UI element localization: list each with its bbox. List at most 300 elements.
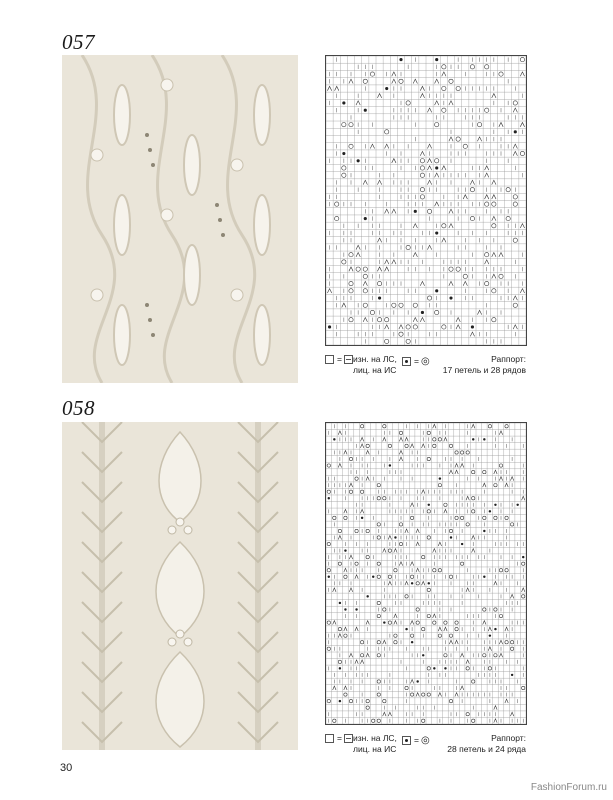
- legend-line-1: изн. на ЛС,: [353, 733, 397, 743]
- yarn-over-mark: [513, 238, 517, 242]
- yarn-over-mark: [355, 529, 358, 532]
- decrease-mark: [410, 444, 413, 448]
- yarn-over-mark: [505, 425, 508, 428]
- decrease-mark: [422, 581, 425, 585]
- yarn-over-mark: [356, 267, 360, 271]
- bobble-mark: [333, 438, 335, 440]
- yarn-over-mark: [349, 318, 353, 322]
- yarn-over-mark: [470, 65, 474, 69]
- decrease-mark: [416, 693, 419, 697]
- yarn-over-mark: [335, 216, 339, 220]
- yarn-over-mark: [366, 706, 369, 709]
- decrease-mark: [355, 575, 358, 579]
- decrease-mark: [420, 318, 424, 322]
- yarn-over-mark: [406, 101, 410, 105]
- decrease-mark: [513, 144, 517, 148]
- decrease-mark: [449, 209, 453, 213]
- bobble-mark: [364, 217, 367, 220]
- yarn-over-mark: [349, 457, 352, 460]
- decrease-mark: [344, 568, 347, 572]
- decrease-mark: [413, 224, 417, 228]
- decrease-mark: [472, 549, 475, 553]
- yarn-over-mark: [420, 166, 424, 170]
- bobble-mark: [383, 621, 385, 623]
- bobble-mark: [471, 325, 474, 328]
- yarn-over-mark: [466, 451, 469, 454]
- yarn-over-mark: [455, 621, 458, 624]
- yarn-over-mark: [472, 470, 475, 473]
- decrease-mark: [522, 496, 525, 500]
- bobble-mark: [411, 641, 413, 643]
- decrease-mark: [366, 653, 369, 657]
- decrease-mark: [485, 195, 489, 199]
- decrease-mark: [420, 94, 424, 98]
- yarn-over-mark: [506, 188, 510, 192]
- decrease-mark: [356, 245, 360, 249]
- yarn-over-mark: [492, 318, 496, 322]
- bobble-mark: [435, 58, 438, 61]
- decrease-mark: [333, 588, 336, 592]
- decrease-mark: [394, 621, 397, 625]
- yarn-over-mark: [338, 660, 341, 663]
- decrease-mark: [494, 581, 497, 585]
- yarn-over-mark: [370, 72, 374, 76]
- yarn-over-mark: [466, 523, 469, 526]
- yarn-over-mark: [505, 516, 508, 519]
- decrease-mark: [355, 660, 358, 664]
- yarn-over-mark: [420, 159, 424, 163]
- bobble-mark: [516, 504, 518, 506]
- yarn-over-mark: [488, 667, 491, 670]
- knitting-photo: [62, 55, 298, 383]
- decrease-mark: [456, 318, 460, 322]
- yarn-over-mark: [427, 510, 430, 513]
- page-number: 30: [60, 762, 73, 774]
- decrease-mark: [492, 274, 496, 278]
- yarn-over-mark: [477, 122, 481, 126]
- yarn-over-mark: [466, 713, 469, 716]
- decrease-mark: [338, 634, 341, 638]
- decrease-mark: [349, 267, 353, 271]
- yarn-over-mark: [377, 483, 380, 486]
- bobble-mark: [422, 654, 424, 656]
- yarn-over-mark: [449, 575, 452, 578]
- pattern-number: 057: [62, 30, 95, 54]
- yarn-over-mark: [349, 490, 352, 493]
- yarn-over-mark: [394, 634, 397, 637]
- decrease-mark: [520, 224, 524, 228]
- yarn-over-mark: [449, 79, 453, 83]
- decrease-mark: [413, 79, 417, 83]
- yarn-over-mark: [377, 318, 381, 322]
- decrease-mark: [327, 86, 331, 90]
- yarn-over-mark: [422, 627, 425, 630]
- yarn-over-mark: [455, 516, 458, 519]
- decrease-mark: [438, 693, 441, 697]
- yarn-over-mark: [433, 569, 436, 572]
- yarn-over-mark: [510, 523, 513, 526]
- decrease-mark: [363, 180, 367, 184]
- decrease-mark: [366, 477, 369, 481]
- yarn-over-mark: [377, 497, 380, 500]
- decrease-mark: [383, 437, 386, 441]
- decrease-mark: [455, 693, 458, 697]
- decrease-mark: [410, 680, 413, 684]
- chart-legend: [325, 733, 540, 754]
- yarn-over-mark: [383, 699, 386, 702]
- yarn-over-mark: [455, 451, 458, 454]
- bobble-mark: [361, 517, 363, 519]
- decrease-mark: [394, 614, 397, 618]
- yarn-over-mark: [499, 614, 502, 617]
- yarn-over-mark: [338, 529, 341, 532]
- decrease-mark: [427, 144, 431, 148]
- yarn-over-mark: [470, 216, 474, 220]
- decrease-mark: [510, 477, 513, 481]
- decrease-mark: [455, 470, 458, 474]
- decrease-mark: [405, 581, 408, 585]
- decrease-mark: [477, 310, 481, 314]
- decrease-mark: [338, 431, 341, 435]
- decrease-mark: [492, 253, 496, 257]
- yarn-over-mark: [433, 444, 436, 447]
- yarn-over-mark: [363, 289, 367, 293]
- yarn-over-mark: [422, 555, 425, 558]
- decrease-mark: [510, 594, 513, 598]
- decrease-mark: [449, 224, 453, 228]
- yarn-over-mark: [399, 79, 403, 83]
- yarn-over-mark: [327, 647, 330, 650]
- yarn-over-mark: [449, 634, 452, 637]
- rapport-info: [443, 354, 526, 376]
- decrease-mark: [505, 483, 508, 487]
- yarn-over-mark: [388, 549, 391, 552]
- decrease-mark: [513, 151, 517, 155]
- rapport-title: Раппорт:: [491, 733, 526, 743]
- yarn-over-mark: [377, 693, 380, 696]
- yarn-over-mark: [506, 216, 510, 220]
- yarn-over-mark: [355, 477, 358, 480]
- yarn-over-mark: [333, 516, 336, 519]
- decrease-mark: [442, 238, 446, 242]
- rapport-value: 17 петель и 28 рядов: [442, 365, 526, 375]
- decrease-mark: [492, 195, 496, 199]
- decrease-mark: [363, 318, 367, 322]
- decrease-mark: [435, 202, 439, 206]
- yarn-over-mark: [520, 57, 524, 61]
- legend-line-2: лиц. на ИС: [353, 365, 397, 375]
- bobble-mark: [339, 602, 341, 604]
- yarn-over-mark: [399, 523, 402, 526]
- rapport-title: Раппорт:: [491, 354, 526, 364]
- yarn-over-mark: [388, 575, 391, 578]
- decrease-mark: [433, 549, 436, 553]
- yarn-over-mark: [455, 627, 458, 630]
- yarn-over-mark: [460, 516, 463, 519]
- yarn-over-mark: [405, 595, 408, 598]
- yarn-over-mark: [338, 562, 341, 565]
- yarn-over-mark: [406, 339, 410, 343]
- legend-line-2: лиц. на ИС: [353, 744, 397, 754]
- yarn-over-mark: [349, 699, 352, 702]
- yarn-over-mark: [466, 667, 469, 670]
- bobble-mark: [483, 576, 485, 578]
- decrease-mark: [349, 653, 352, 657]
- decrease-mark: [435, 79, 439, 83]
- yarn-over-mark: [405, 444, 408, 447]
- decrease-mark: [433, 424, 436, 428]
- decrease-mark: [492, 180, 496, 184]
- decrease-mark: [327, 289, 331, 293]
- decrease-mark: [494, 706, 497, 710]
- decrease-mark: [338, 536, 341, 540]
- bobble-mark: [339, 667, 341, 669]
- watermark: FashionForum.ru: [530, 782, 607, 793]
- yarn-over-mark: [355, 562, 358, 565]
- bobble-mark: [489, 634, 491, 636]
- yarn-over-mark: [385, 130, 389, 134]
- decrease-mark: [488, 627, 491, 631]
- decrease-mark: [499, 477, 502, 481]
- bobble-mark: [339, 700, 341, 702]
- knitting-chart: [325, 422, 527, 725]
- decrease-mark: [470, 332, 474, 336]
- decrease-mark: [333, 686, 336, 690]
- decrease-mark: [377, 94, 381, 98]
- yarn-over-mark: [427, 431, 430, 434]
- decrease-mark: [363, 281, 367, 285]
- yarn-over-mark: [485, 253, 489, 257]
- decrease-mark: [499, 653, 502, 657]
- yarn-over-mark: [366, 699, 369, 702]
- yarn-over-mark: [406, 325, 410, 329]
- decrease-mark: [377, 180, 381, 184]
- bobble-mark: [461, 543, 463, 545]
- decrease-mark: [513, 108, 517, 112]
- yarn-over-mark: [422, 693, 425, 696]
- purl-symbol: =: [325, 354, 354, 365]
- yarn-over-mark: [360, 490, 363, 493]
- decrease-mark: [399, 562, 402, 566]
- decrease-mark: [385, 260, 389, 264]
- decrease-mark: [360, 509, 363, 513]
- bobble-mark: [399, 58, 402, 61]
- decrease-mark: [483, 483, 486, 487]
- yarn-over-mark: [349, 122, 353, 126]
- yarn-over-mark: [342, 122, 346, 126]
- decrease-mark: [333, 621, 336, 625]
- decrease-mark: [392, 260, 396, 264]
- decrease-mark: [449, 101, 453, 105]
- decrease-mark: [416, 568, 419, 572]
- yarn-over-mark: [420, 195, 424, 199]
- yarn-over-mark: [442, 325, 446, 329]
- decrease-mark: [344, 686, 347, 690]
- decrease-mark: [410, 562, 413, 566]
- decrease-mark: [427, 159, 431, 163]
- yarn-over-mark: [456, 86, 460, 90]
- yarn-over-mark: [494, 516, 497, 519]
- yarn-over-mark: [520, 151, 524, 155]
- yarn-over-mark: [492, 224, 496, 228]
- decrease-mark: [388, 536, 391, 540]
- decrease-mark: [460, 686, 463, 690]
- bobble-mark: [342, 152, 345, 155]
- decrease-mark: [422, 490, 425, 494]
- rapport-value: 28 петель и 24 ряда: [447, 744, 526, 754]
- yarn-over-mark: [342, 166, 346, 170]
- decrease-mark: [338, 464, 341, 468]
- decrease-mark: [494, 719, 497, 723]
- bobble-mark: [344, 608, 346, 610]
- yarn-over-mark: [438, 569, 441, 572]
- yarn-over-mark: [463, 274, 467, 278]
- yarn-over-mark: [470, 188, 474, 192]
- yarn-over-mark: [363, 79, 367, 83]
- bobble-mark: [494, 504, 496, 506]
- yarn-over-mark: [513, 303, 517, 307]
- yarn-over-mark: [360, 654, 363, 657]
- yarn-over-mark: [363, 267, 367, 271]
- bobble-mark: [378, 296, 381, 299]
- yarn-over-mark: [383, 497, 386, 500]
- yarn-over-mark: [472, 510, 475, 513]
- decrease-mark: [422, 444, 425, 448]
- yarn-over-mark: [335, 202, 339, 206]
- yarn-over-mark: [413, 303, 417, 307]
- yarn-over-mark: [438, 634, 441, 637]
- yarn-over-mark: [420, 188, 424, 192]
- decrease-mark: [460, 464, 463, 468]
- bobble-mark: [483, 530, 485, 532]
- bobble-mark: [366, 595, 368, 597]
- legend-line-1: изн. на ЛС,: [353, 354, 397, 364]
- decrease-mark: [513, 325, 517, 329]
- decrease-mark: [385, 209, 389, 213]
- yarn-over-mark: [427, 693, 430, 696]
- decrease-mark: [488, 647, 491, 651]
- decrease-mark: [472, 536, 475, 540]
- bobble-mark: [435, 166, 438, 169]
- yarn-over-mark: [513, 202, 517, 206]
- decrease-mark: [466, 660, 469, 664]
- decrease-mark: [349, 588, 352, 592]
- yarn-over-mark: [435, 122, 439, 126]
- yarn-over-mark: [342, 173, 346, 177]
- yarn-over-mark: [483, 516, 486, 519]
- decrease-mark: [499, 640, 502, 644]
- yarn-over-mark: [444, 621, 447, 624]
- yarn-over-mark: [449, 444, 452, 447]
- yarn-over-mark: [485, 281, 489, 285]
- yarn-over-mark: [460, 451, 463, 454]
- decrease-mark: [449, 470, 452, 474]
- bobble-mark: [357, 159, 360, 162]
- yarn-over-mark: [499, 274, 503, 278]
- decrease-mark: [427, 180, 431, 184]
- decrease-mark: [360, 444, 363, 448]
- yarn-over-mark: [416, 608, 419, 611]
- yarn-over-mark: [522, 562, 525, 565]
- yarn-over-mark: [370, 310, 374, 314]
- yarn-over-mark: [492, 202, 496, 206]
- yarn-over-mark: [442, 108, 446, 112]
- yarn-over-mark: [433, 438, 436, 441]
- yarn-over-mark: [377, 680, 380, 683]
- yarn-over-mark: [388, 444, 391, 447]
- decrease-mark: [433, 614, 436, 618]
- bobble-mark: [522, 556, 524, 558]
- yarn-over-mark: [449, 267, 453, 271]
- yarn-over-mark: [427, 457, 430, 460]
- yarn-over-mark: [363, 303, 367, 307]
- bobble-mark: [394, 536, 396, 538]
- bobble-mark: [435, 289, 438, 292]
- bobble-mark: [405, 628, 407, 630]
- yarn-over-mark: [438, 438, 441, 441]
- decrease-mark: [399, 457, 402, 461]
- bobble-mark: [342, 101, 345, 104]
- decrease-mark: [420, 86, 424, 90]
- yarn-over-mark: [385, 318, 389, 322]
- decrease-mark: [366, 450, 369, 454]
- yarn-over-mark: [494, 483, 497, 486]
- decrease-mark: [520, 72, 524, 76]
- yarn-over-mark: [427, 209, 431, 213]
- yarn-over-mark: [522, 686, 525, 689]
- bobble-symbol: = ◎: [402, 735, 430, 746]
- decrease-mark: [344, 450, 347, 454]
- yarn-over-mark: [416, 582, 419, 585]
- bobble-mark: [472, 438, 474, 440]
- decrease-mark: [449, 281, 453, 285]
- yarn-over-mark: [444, 654, 447, 657]
- yarn-over-mark: [522, 595, 525, 598]
- decrease-mark: [466, 588, 469, 592]
- decrease-mark: [522, 588, 525, 592]
- bobble-mark: [385, 87, 388, 90]
- yarn-over-mark: [349, 144, 353, 148]
- bobble-mark: [414, 210, 417, 213]
- yarn-over-mark: [399, 431, 402, 434]
- decrease-mark: [410, 503, 413, 507]
- decrease-mark: [520, 122, 524, 126]
- yarn-over-mark: [327, 621, 330, 624]
- yarn-over-mark: [327, 699, 330, 702]
- yarn-over-mark: [442, 65, 446, 69]
- yarn-over-mark: [360, 641, 363, 644]
- decrease-mark: [383, 640, 386, 644]
- bobble-mark: [435, 231, 438, 234]
- bobble-mark: [411, 582, 413, 584]
- yarn-over-mark: [438, 483, 441, 486]
- yarn-over-mark: [399, 332, 403, 336]
- decrease-mark: [388, 581, 391, 585]
- decrease-mark: [356, 253, 360, 257]
- decrease-mark: [420, 151, 424, 155]
- yarn-over-mark: [385, 339, 389, 343]
- yarn-over-mark: [394, 641, 397, 644]
- bobble-mark: [428, 582, 430, 584]
- yarn-over-mark: [449, 699, 452, 702]
- yarn-over-mark: [327, 569, 330, 572]
- decrease-mark: [392, 72, 396, 76]
- decrease-mark: [394, 549, 397, 553]
- yarn-over-mark: [427, 296, 431, 300]
- yarn-over-mark: [494, 608, 497, 611]
- bobble-mark: [355, 608, 357, 610]
- yarn-over-mark: [349, 281, 353, 285]
